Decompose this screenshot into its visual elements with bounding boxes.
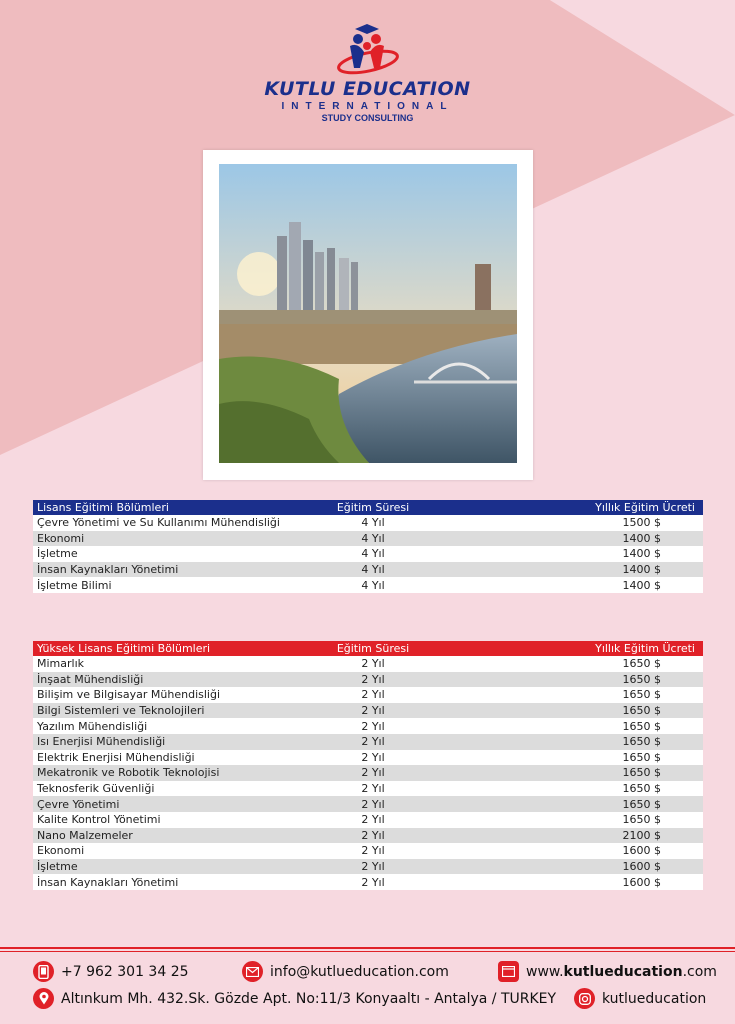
footer-divider-thin <box>0 951 735 952</box>
program-fee: 1650 $ <box>431 687 703 703</box>
table-row <box>33 874 703 890</box>
program-name: Çevre Yönetimi <box>33 796 315 812</box>
table-row <box>33 812 703 828</box>
program-duration: 2 Yıl <box>315 734 431 750</box>
table-row <box>33 734 703 750</box>
header-fee: Yıllık Eğitim Ücreti <box>431 500 703 515</box>
program-fee: 2100 $ <box>431 828 703 844</box>
program-duration: 2 Yıl <box>315 703 431 719</box>
program-fee: 1400 $ <box>431 531 703 547</box>
table-row <box>33 656 703 672</box>
program-duration: 4 Yıl <box>315 562 431 578</box>
program-name: Ekonomi <box>33 843 315 859</box>
table-header <box>33 500 703 515</box>
phone-number: +7 962 301 34 25 <box>61 963 189 980</box>
program-fee: 1500 $ <box>431 515 703 531</box>
footer-divider <box>0 947 735 949</box>
header-duration: Eğitim Süresi <box>315 500 431 515</box>
program-name: Isı Enerjisi Mühendisliği <box>33 734 315 750</box>
program-duration: 2 Yıl <box>315 828 431 844</box>
location-pin-icon <box>33 988 54 1009</box>
program-duration: 4 Yıl <box>315 577 431 593</box>
program-name: Çevre Yönetimi ve Su Kullanımı Mühendisliği <box>33 515 315 531</box>
program-duration: 2 Yıl <box>315 781 431 797</box>
table-row <box>33 687 703 703</box>
footer-email[interactable] <box>242 961 449 982</box>
table-row <box>33 859 703 875</box>
footer-address <box>33 988 556 1009</box>
program-name: Ekonomi <box>33 531 315 547</box>
instagram-handle: kutlueducation <box>602 990 707 1007</box>
program-fee: 1650 $ <box>431 718 703 734</box>
table-row <box>33 765 703 781</box>
website-suffix: .com <box>682 963 717 980</box>
program-fee: 1650 $ <box>431 703 703 719</box>
program-duration: 2 Yıl <box>315 687 431 703</box>
table-row <box>33 577 703 593</box>
program-name: Bilgi Sistemleri ve Teknolojileri <box>33 703 315 719</box>
program-name: Nano Malzemeler <box>33 828 315 844</box>
table-header <box>33 641 703 656</box>
program-duration: 4 Yıl <box>315 515 431 531</box>
program-fee: 1650 $ <box>431 812 703 828</box>
header-fee: Yıllık Eğitim Ücreti <box>431 641 703 656</box>
website-domain: kutlueducation <box>563 963 683 980</box>
table-row <box>33 796 703 812</box>
program-name: İnsan Kaynakları Yönetimi <box>33 874 315 890</box>
header-program: Yüksek Lisans Eğitimi Bölümleri <box>33 641 315 656</box>
program-name: Bilişim ve Bilgisayar Mühendisliği <box>33 687 315 703</box>
master-programs-table <box>33 641 703 890</box>
program-name: Teknosferik Güvenliği <box>33 781 315 797</box>
table-row <box>33 546 703 562</box>
website-prefix: www. <box>526 963 564 980</box>
table-row <box>33 562 703 578</box>
footer-instagram[interactable] <box>574 988 706 1009</box>
program-name: İşletme <box>33 546 315 562</box>
program-duration: 4 Yıl <box>315 546 431 562</box>
brand-subtitle: INTERNATIONAL <box>281 101 454 112</box>
program-duration: 2 Yıl <box>315 859 431 875</box>
program-duration: 4 Yıl <box>315 531 431 547</box>
brand-name: KUTLU EDUCATION <box>264 78 471 100</box>
program-fee: 1650 $ <box>431 781 703 797</box>
footer-website[interactable] <box>498 961 717 982</box>
table-row <box>33 703 703 719</box>
table-row <box>33 718 703 734</box>
program-fee: 1650 $ <box>431 750 703 766</box>
program-fee: 1400 $ <box>431 577 703 593</box>
table-row <box>33 750 703 766</box>
program-duration: 2 Yıl <box>315 718 431 734</box>
program-fee: 1600 $ <box>431 859 703 875</box>
program-fee: 1650 $ <box>431 734 703 750</box>
program-fee: 1650 $ <box>431 672 703 688</box>
table-row <box>33 843 703 859</box>
browser-icon <box>498 961 519 982</box>
header-program: Lisans Eğitimi Bölümleri <box>33 500 315 515</box>
program-name: Mimarlık <box>33 656 315 672</box>
program-duration: 2 Yıl <box>315 812 431 828</box>
program-fee: 1650 $ <box>431 796 703 812</box>
instagram-icon <box>574 988 595 1009</box>
program-duration: 2 Yıl <box>315 750 431 766</box>
program-name: İşletme <box>33 859 315 875</box>
program-name: Mekatronik ve Robotik Teknolojisi <box>33 765 315 781</box>
program-fee: 1650 $ <box>431 656 703 672</box>
website-url <box>526 964 717 980</box>
brand-tagline: STUDY CONSULTING <box>321 113 414 123</box>
program-duration: 2 Yıl <box>315 843 431 859</box>
table-row <box>33 531 703 547</box>
phone-icon <box>33 961 54 982</box>
table-row <box>33 781 703 797</box>
table-row <box>33 828 703 844</box>
header-duration: Eğitim Süresi <box>315 641 431 656</box>
program-duration: 2 Yıl <box>315 672 431 688</box>
program-fee: 1650 $ <box>431 765 703 781</box>
program-duration: 2 Yıl <box>315 796 431 812</box>
program-name: İşletme Bilimi <box>33 577 315 593</box>
program-name: Yazılım Mühendisliği <box>33 718 315 734</box>
footer-phone[interactable] <box>33 961 189 982</box>
program-duration: 2 Yıl <box>315 874 431 890</box>
program-fee: 1400 $ <box>431 562 703 578</box>
program-name: İnsan Kaynakları Yönetimi <box>33 562 315 578</box>
program-duration: 2 Yıl <box>315 656 431 672</box>
email-address: info@kutlueducation.com <box>270 963 449 980</box>
program-name: Elektrik Enerjisi Mühendisliği <box>33 750 315 766</box>
program-fee: 1400 $ <box>431 546 703 562</box>
program-name: İnşaat Mühendisliği <box>33 672 315 688</box>
city-skyline-photo <box>219 164 517 463</box>
photo-frame <box>203 150 533 480</box>
logo <box>0 22 735 123</box>
program-fee: 1600 $ <box>431 843 703 859</box>
logo-emblem-icon <box>336 22 400 80</box>
program-name: Kalite Kontrol Yönetimi <box>33 812 315 828</box>
table-row <box>33 672 703 688</box>
program-duration: 2 Yıl <box>315 765 431 781</box>
mail-icon <box>242 961 263 982</box>
program-fee: 1600 $ <box>431 874 703 890</box>
table-row <box>33 515 703 531</box>
bachelor-programs-table <box>33 500 703 593</box>
address-text: Altınkum Mh. 432.Sk. Gözde Apt. No:11/3 Konyaaltı - Antalya / TURKEY <box>61 990 557 1007</box>
